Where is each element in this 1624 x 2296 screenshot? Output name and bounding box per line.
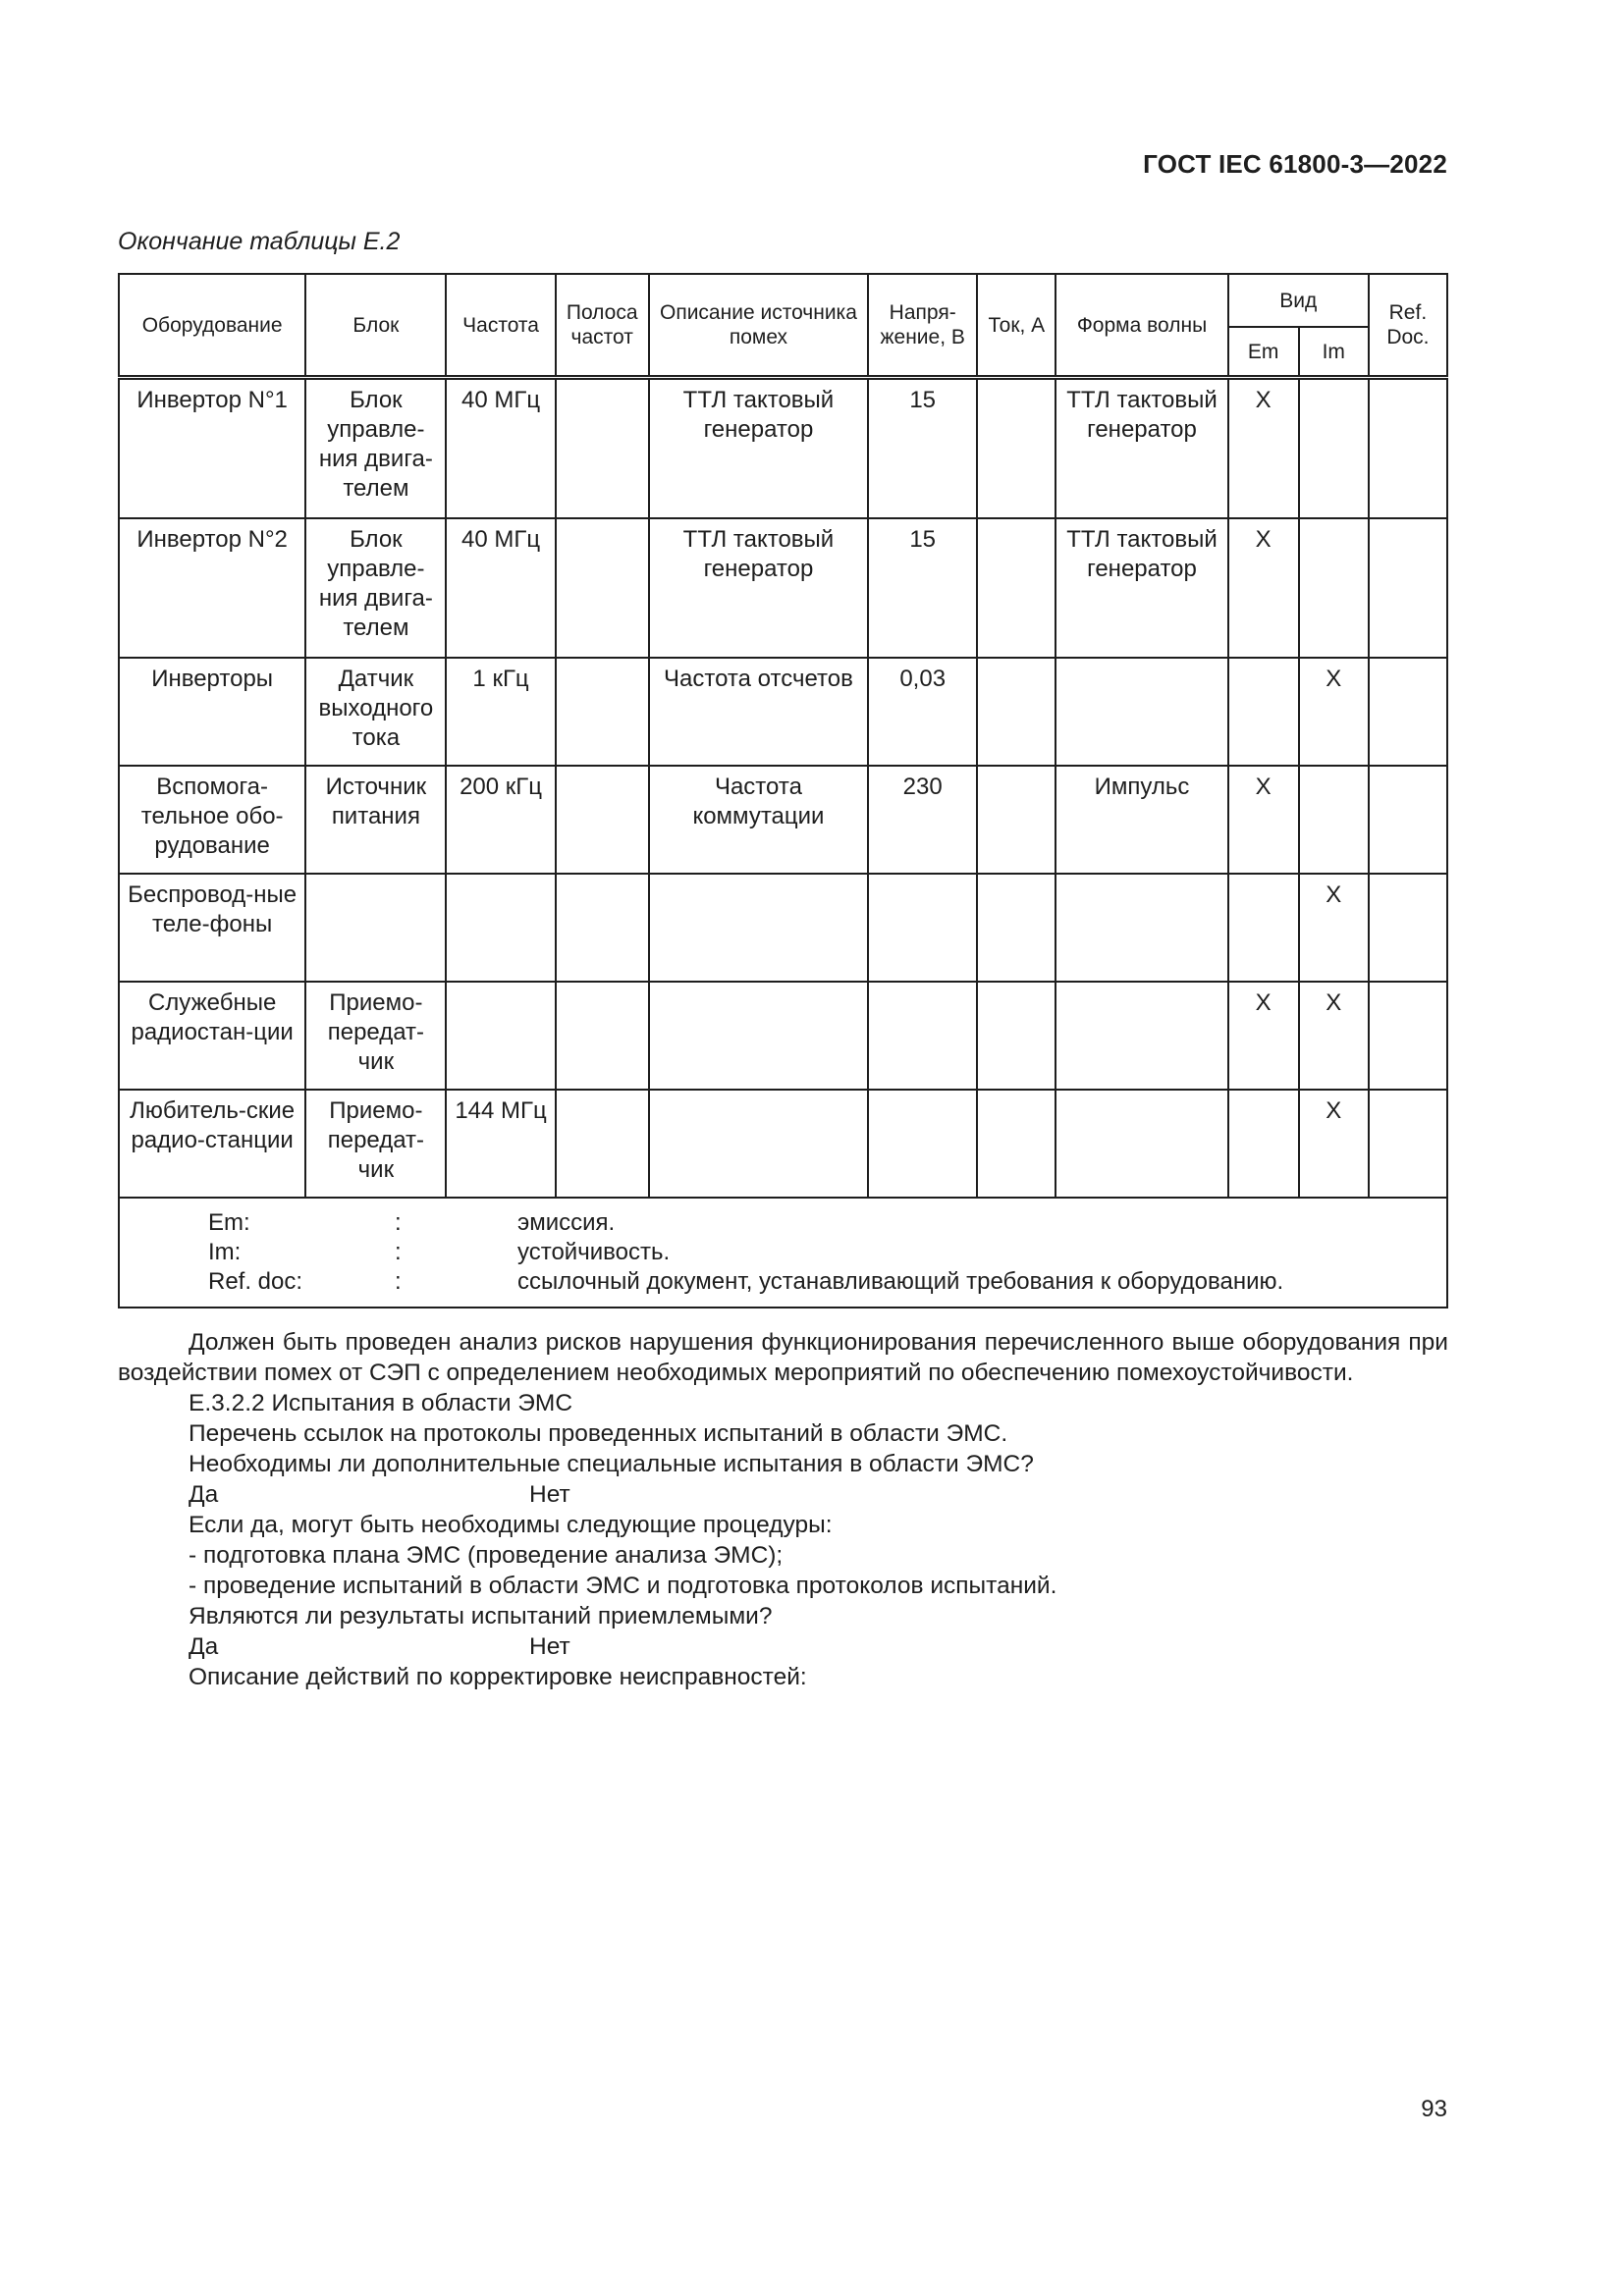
cell-band — [556, 378, 649, 519]
cell-ref — [1369, 1090, 1447, 1198]
question-results-acceptable: Являются ли результаты испытаний приемлемыми? — [189, 1603, 773, 1629]
equipment-table — [118, 273, 1448, 1308]
question-additional-tests: Необходимы ли дополнительные специальные испытания в области ЭМС? — [189, 1451, 1034, 1477]
test-reports-line: Перечень ссылок на протоколы проведенных испытаний в области ЭМС. — [189, 1420, 1008, 1447]
col-header-ref: Ref. Doc. — [1369, 274, 1447, 378]
cell-band — [556, 874, 649, 982]
cell-waveform: ТТЛ тактовый генератор — [1056, 378, 1227, 519]
cell-waveform — [1056, 1090, 1227, 1198]
cell-im — [1299, 766, 1369, 874]
yes-option: Да — [189, 1481, 219, 1508]
list-item: - подготовка плана ЭМС (проведение анализа ЭМС); — [189, 1542, 784, 1569]
cell-em: X — [1228, 982, 1299, 1090]
col-header-band: Полоса частот — [556, 274, 649, 378]
cell-frequency — [446, 874, 555, 982]
col-header-voltage: Напря-жение, В — [868, 274, 977, 378]
cell-voltage — [868, 1090, 977, 1198]
cell-equipment: Инвертор N°2 — [119, 518, 305, 658]
cell-im — [1299, 518, 1369, 658]
legend-sep: : — [395, 1239, 402, 1265]
cell-band — [556, 766, 649, 874]
cell-frequency: 40 МГц — [446, 518, 555, 658]
col-header-equipment: Оборудование — [119, 274, 305, 378]
cell-waveform: Импульс — [1056, 766, 1227, 874]
no-option: Нет — [529, 1633, 570, 1660]
table-row — [119, 1090, 1447, 1198]
cell-voltage — [868, 982, 977, 1090]
cell-voltage — [868, 874, 977, 982]
legend-row — [130, 1267, 1436, 1297]
cell-current — [977, 766, 1056, 874]
cell-equipment: Инвертор N°1 — [119, 378, 305, 519]
cell-em — [1228, 1090, 1299, 1198]
yes-no-choice-1 — [118, 1479, 1448, 1510]
cell-voltage: 0,03 — [868, 658, 977, 766]
cell-ref — [1369, 518, 1447, 658]
legend-value: эмиссия. — [517, 1209, 616, 1236]
col-header-description: Описание источника помех — [649, 274, 868, 378]
cell-em: X — [1228, 766, 1299, 874]
legend-value: устойчивость. — [517, 1239, 671, 1265]
cell-block: Блок управле-ния двига-телем — [305, 378, 446, 519]
cell-current — [977, 518, 1056, 658]
cell-em — [1228, 874, 1299, 982]
legend-sep: : — [395, 1209, 402, 1236]
legend-key: Im: — [208, 1239, 242, 1265]
cell-em: X — [1228, 378, 1299, 519]
cell-description: Частота отсчетов — [649, 658, 868, 766]
cell-voltage: 15 — [868, 518, 977, 658]
if-yes-line: Если да, могут быть необходимы следующие процедуры: — [189, 1512, 833, 1538]
body-text — [118, 1327, 1448, 1692]
cell-waveform — [1056, 658, 1227, 766]
cell-ref — [1369, 658, 1447, 766]
col-header-type: Вид — [1228, 274, 1369, 327]
cell-current — [977, 982, 1056, 1090]
cell-band — [556, 1090, 649, 1198]
cell-em: X — [1228, 518, 1299, 658]
legend-value: ссылочный документ, устанавливающий требования к оборудованию. — [517, 1268, 1284, 1295]
cell-description: ТТЛ тактовый генератор — [649, 378, 868, 519]
cell-current — [977, 378, 1056, 519]
cell-description — [649, 1090, 868, 1198]
cell-ref — [1369, 982, 1447, 1090]
legend-row — [130, 1238, 1436, 1267]
cell-voltage: 15 — [868, 378, 977, 519]
cell-im: X — [1299, 982, 1369, 1090]
col-header-em: Em — [1228, 327, 1299, 378]
list-item: - проведение испытаний в области ЭМС и подготовка протоколов испытаний. — [189, 1573, 1057, 1599]
legend-key: Ref. doc: — [208, 1268, 303, 1295]
legend-key: Em: — [208, 1209, 250, 1236]
cell-block: Приемо-передат-чик — [305, 1090, 446, 1198]
table-row — [119, 658, 1447, 766]
cell-band — [556, 982, 649, 1090]
table-row — [119, 766, 1447, 874]
cell-equipment: Инверторы — [119, 658, 305, 766]
cell-description — [649, 982, 868, 1090]
cell-current — [977, 874, 1056, 982]
cell-im: X — [1299, 1090, 1369, 1198]
cell-frequency: 1 кГц — [446, 658, 555, 766]
cell-block: Блок управле-ния двига-телем — [305, 518, 446, 658]
cell-ref — [1369, 766, 1447, 874]
corrective-actions-line: Описание действий по корректировке неисправностей: — [189, 1664, 807, 1690]
cell-equipment: Вспомога-тельное обо-рудование — [119, 766, 305, 874]
cell-waveform: ТТЛ тактовый генератор — [1056, 518, 1227, 658]
document-id-header: ГОСТ IEC 61800-3—2022 — [1143, 149, 1447, 179]
col-header-waveform: Форма волны — [1056, 274, 1227, 378]
cell-waveform — [1056, 982, 1227, 1090]
cell-block — [305, 874, 446, 982]
cell-current — [977, 1090, 1056, 1198]
col-header-im: Im — [1299, 327, 1369, 378]
cell-block: Приемо-передат-чик — [305, 982, 446, 1090]
cell-band — [556, 658, 649, 766]
cell-block: Источник питания — [305, 766, 446, 874]
no-option: Нет — [529, 1481, 570, 1508]
table-legend — [119, 1198, 1447, 1308]
cell-equipment: Любитель-ские радио-станции — [119, 1090, 305, 1198]
cell-voltage: 230 — [868, 766, 977, 874]
cell-im — [1299, 378, 1369, 519]
cell-equipment: Беспровод-ные теле-фоны — [119, 874, 305, 982]
table-row — [119, 982, 1447, 1090]
cell-ref — [1369, 874, 1447, 982]
cell-current — [977, 658, 1056, 766]
col-header-block: Блок — [305, 274, 446, 378]
cell-description — [649, 874, 868, 982]
cell-band — [556, 518, 649, 658]
cell-ref — [1369, 378, 1447, 519]
table-row — [119, 518, 1447, 658]
cell-frequency: 200 кГц — [446, 766, 555, 874]
section-heading: Е.3.2.2 Испытания в области ЭМС — [189, 1390, 573, 1416]
page-number: 93 — [1421, 2096, 1447, 2122]
cell-frequency: 144 МГц — [446, 1090, 555, 1198]
table-row — [119, 874, 1447, 982]
cell-em — [1228, 658, 1299, 766]
col-header-frequency: Частота — [446, 274, 555, 378]
col-header-current: Ток, А — [977, 274, 1056, 378]
cell-description: ТТЛ тактовый генератор — [649, 518, 868, 658]
legend-sep: : — [395, 1268, 402, 1295]
cell-description: Частота коммутации — [649, 766, 868, 874]
cell-im: X — [1299, 658, 1369, 766]
table-caption: Окончание таблицы Е.2 — [118, 228, 401, 255]
table-row — [119, 378, 1447, 519]
cell-frequency — [446, 982, 555, 1090]
cell-equipment: Служебные радиостан-ции — [119, 982, 305, 1090]
cell-im: X — [1299, 874, 1369, 982]
yes-option: Да — [189, 1633, 219, 1660]
cell-frequency: 40 МГц — [446, 378, 555, 519]
cell-block: Датчик выходного тока — [305, 658, 446, 766]
yes-no-choice-2 — [118, 1631, 1448, 1662]
risk-analysis-paragraph: Должен быть проведен анализ рисков нарушения функционирования перечисленного выше оборудования при воздействии помех от СЭП с определением необходимых мероприятий по обеспечению помехоустойчивости. — [118, 1329, 1448, 1386]
legend-row — [130, 1208, 1436, 1238]
cell-waveform — [1056, 874, 1227, 982]
